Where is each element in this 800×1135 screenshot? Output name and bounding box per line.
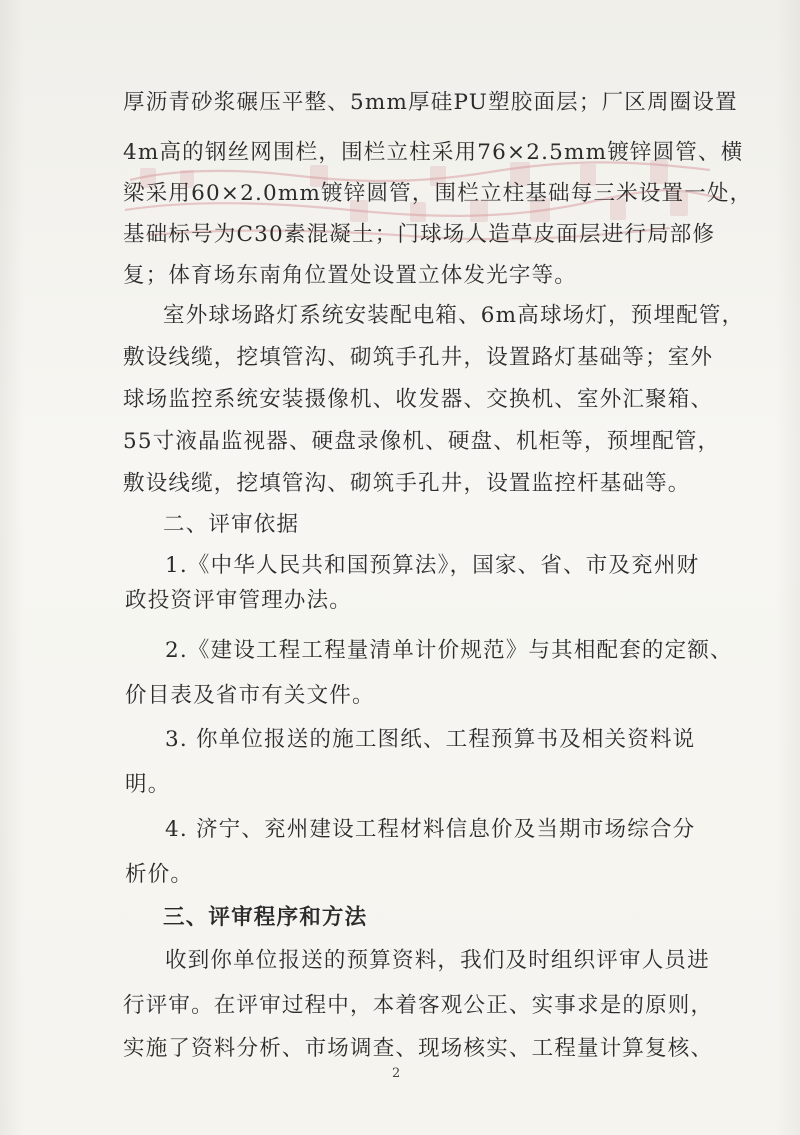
paragraph-line: 厚沥青砂浆碾压平整、5mm厚硅PU塑胶面层；厂区周圈设置 (123, 90, 738, 115)
paragraph-line: 1.《中华人民共和国预算法》，国家、省、市及兖州财 (165, 553, 700, 578)
paragraph-line: 3. 你单位报送的施工图纸、工程预算书及相关资料说 (165, 727, 696, 752)
paragraph-line: 球场监控系统安装摄像机、收发器、交换机、室外汇聚箱、 (123, 387, 714, 412)
paragraph-line: 4. 济宁、兖州建设工程材料信息价及当期市场综合分 (165, 817, 696, 842)
paragraph-line: 55寸液晶监视器、硬盘录像机、硬盘、机柜等，预埋配管， (123, 429, 721, 454)
paragraph-line: 析价。 (125, 862, 194, 887)
page-number: 2 (392, 1066, 401, 1081)
paragraph-line: 敷设线缆，挖填管沟、砌筑手孔井，设置监控杆基础等。 (123, 471, 691, 496)
paragraph-line: 基础标号为C30素混凝土；门球场人造草皮面层进行局部修 (123, 222, 716, 247)
section-heading-review-procedure: 三、评审程序和方法 (163, 905, 368, 930)
paragraph-line: 行评审。在评审过程中，本着客观公正、实事求是的原则， (123, 993, 714, 1018)
paragraph-line: 复；体育场东南角位置处设置立体发光字等。 (123, 263, 578, 288)
paragraph-line: 明。 (125, 772, 171, 797)
paragraph-line: 敷设线缆，挖填管沟、砌筑手孔井，设置路灯基础等；室外 (123, 345, 714, 370)
paragraph-line: 收到你单位报送的预算资料，我们及时组织评审人员进 (165, 948, 710, 973)
paragraph-line: 政投资评审管理办法。 (125, 588, 353, 613)
section-heading-review-basis: 二、评审依据 (163, 512, 300, 537)
paragraph-line: 价目表及省市有关文件。 (125, 683, 375, 708)
paragraph-line: 2.《建设工程工程量清单计价规范》与其相配套的定额、 (165, 638, 733, 663)
paragraph-line: 梁采用60×2.0mm镀锌圆管，围栏立柱基础每三米设置一处， (123, 181, 753, 206)
paragraph-line: 实施了资料分析、市场调查、现场核实、工程量计算复核、 (123, 1036, 714, 1061)
paragraph-line: 室外球场路灯系统安装配电箱、6m高球场灯，预埋配管， (163, 303, 745, 328)
paragraph-line: 4m高的钢丝网围栏，围栏立柱采用76×2.5mm镀锌圆管、横 (123, 140, 744, 165)
